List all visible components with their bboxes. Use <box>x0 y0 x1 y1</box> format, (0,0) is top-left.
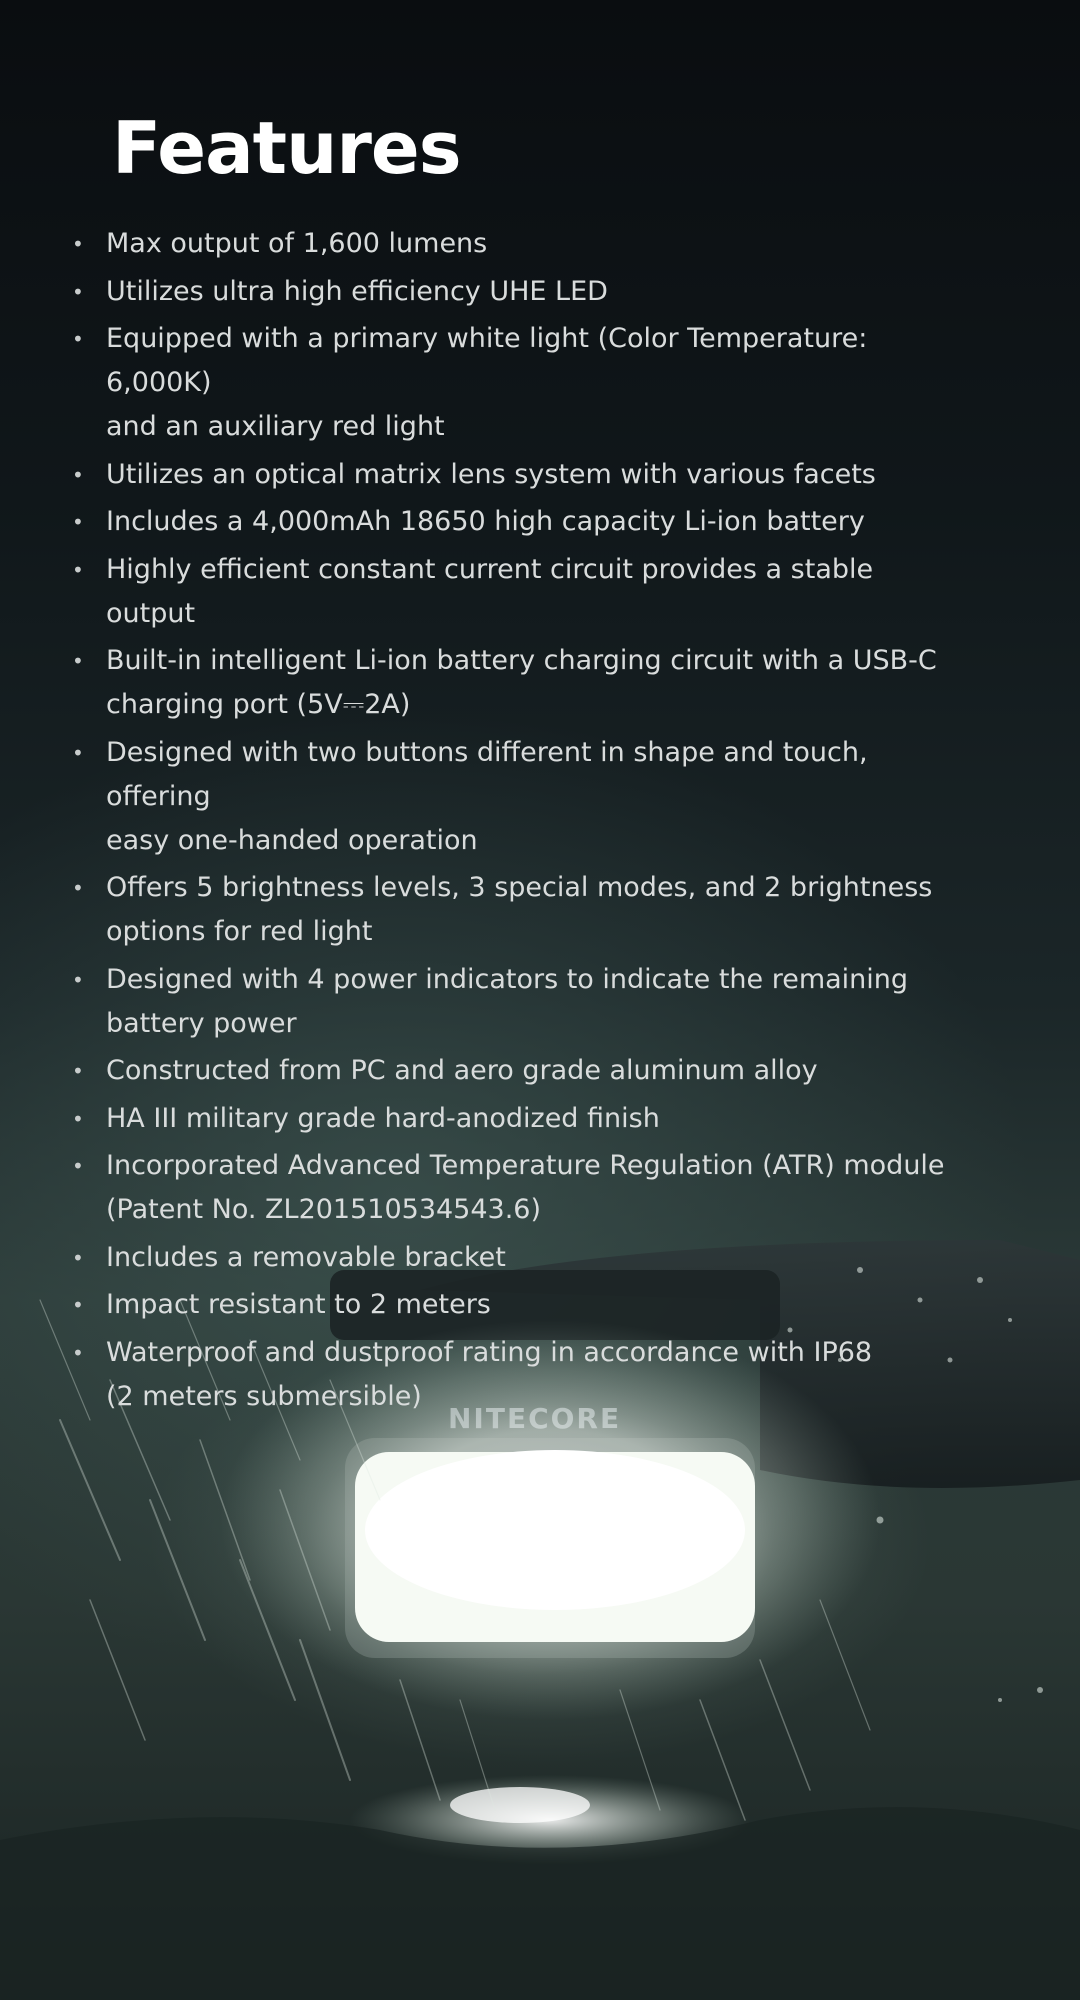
feature-text: Built-in intelligent Li-ion battery charging circuit with a USB-C charging port (5V⎓2A) <box>106 645 937 720</box>
bullet-icon: • <box>72 876 84 900</box>
feature-text: HA III military grade hard-anodized finish <box>106 1102 660 1134</box>
bullet-icon: • <box>72 649 84 673</box>
list-item <box>70 548 970 636</box>
bullet-icon: • <box>72 1059 84 1083</box>
list-item <box>70 500 970 544</box>
list-item <box>70 1097 970 1141</box>
feature-text: Incorporated Advanced Temperature Regulation (ATR) module (Patent No. ZL201510534543.6) <box>106 1150 945 1225</box>
list-item <box>70 1236 970 1280</box>
bullet-icon: • <box>72 557 84 582</box>
bullet-icon: • <box>72 232 84 256</box>
list-item <box>70 1144 970 1232</box>
list-item <box>70 1049 970 1093</box>
bullet-icon: • <box>72 1106 84 1131</box>
bullet-icon: • <box>72 510 84 534</box>
feature-text: Utilizes ultra high efficiency UHE LED <box>106 275 608 307</box>
list-item <box>70 222 970 266</box>
bullet-icon: • <box>72 740 84 765</box>
bullet-icon: • <box>72 1293 84 1317</box>
feature-text: Includes a removable bracket <box>106 1241 506 1273</box>
list-item <box>70 731 970 863</box>
bullet-icon: • <box>72 462 84 487</box>
feature-text: Designed with two buttons different in shape and touch, offering easy one-handed operation <box>106 736 868 856</box>
feature-text: Impact resistant to 2 meters <box>106 1289 491 1320</box>
list-item <box>70 1283 970 1327</box>
bullet-icon: • <box>72 1154 84 1178</box>
list-item <box>70 453 970 497</box>
bullet-icon: • <box>72 967 84 992</box>
bullet-icon: • <box>72 1340 84 1365</box>
bullet-icon: • <box>72 1245 84 1270</box>
feature-text: Waterproof and dustproof rating in accordance with IP68 (2 meters submersible) <box>106 1336 873 1412</box>
feature-text: Equipped with a primary white light (Color Temperature: 6,000K) and an auxiliary red light <box>106 323 868 442</box>
page-title: Features <box>112 106 461 190</box>
list-item <box>70 317 970 449</box>
feature-text: Max output of 1,600 lumens <box>106 228 488 259</box>
list-item <box>70 866 970 954</box>
feature-text: Includes a 4,000mAh 18650 high capacity Li-ion battery <box>106 506 865 537</box>
bullet-icon: • <box>72 279 84 304</box>
list-item <box>70 270 970 314</box>
feature-text: Highly efficient constant current circuit provides a stable output <box>106 553 874 629</box>
feature-text: Utilizes an optical matrix lens system with various facets <box>106 458 876 490</box>
bullet-icon: • <box>72 327 84 351</box>
feature-text: Offers 5 brightness levels, 3 special modes, and 2 brightness options for red light <box>106 872 933 947</box>
feature-list <box>70 222 970 1422</box>
list-item <box>70 1331 970 1419</box>
feature-text: Designed with 4 power indicators to indicate the remaining battery power <box>106 963 909 1039</box>
list-item <box>70 639 970 727</box>
list-item <box>70 958 970 1046</box>
feature-text: Constructed from PC and aero grade aluminum alloy <box>106 1055 818 1086</box>
